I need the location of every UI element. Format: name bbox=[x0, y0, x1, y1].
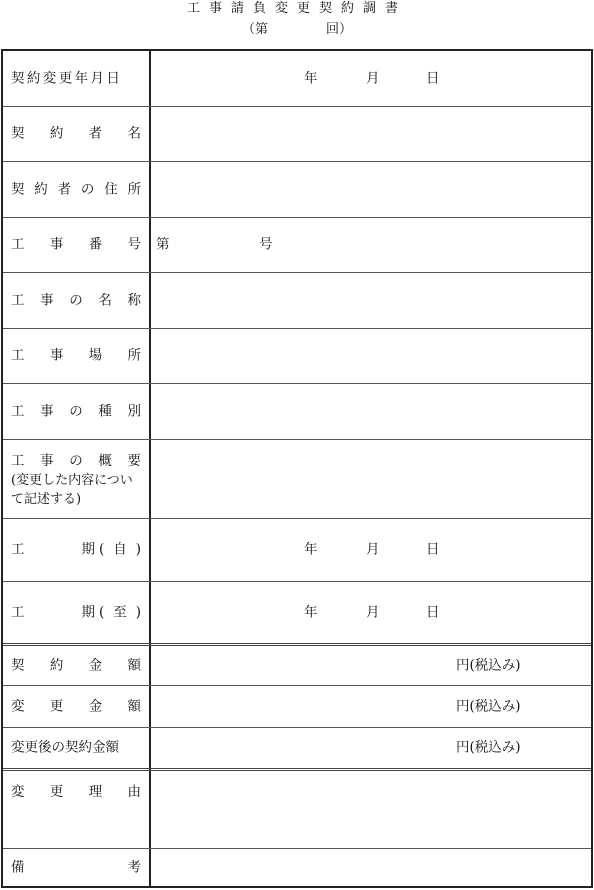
row-period-from bbox=[3, 519, 591, 582]
label-work-number: 工 事 番 号 bbox=[11, 236, 141, 253]
label-contract-amount: 契 約 金 額 bbox=[11, 657, 141, 673]
row-work-number bbox=[3, 218, 591, 273]
change-yen: 円(税込み) bbox=[456, 698, 521, 714]
from-month: 月 bbox=[366, 541, 380, 558]
label-change-amount: 変 更 金 額 bbox=[11, 698, 141, 714]
label-work-name: 工 事 の 名 称 bbox=[11, 292, 141, 308]
date-day: 日 bbox=[426, 70, 440, 86]
label-after-amount: 変更後の契約金額 bbox=[11, 739, 119, 756]
from-day: 日 bbox=[426, 541, 440, 558]
row-period-to bbox=[3, 582, 591, 646]
row-reason bbox=[3, 771, 591, 849]
document-title: 工事請負変更契約調書 bbox=[186, 1, 407, 16]
form-table bbox=[1, 49, 593, 888]
row-work-name bbox=[3, 273, 591, 329]
row-work-site bbox=[3, 329, 591, 384]
to-month: 月 bbox=[366, 604, 380, 620]
label-contractor-address: 契 約 者 の 住 所 bbox=[11, 181, 141, 197]
after-yen: 円(税込み) bbox=[456, 739, 521, 756]
label-remarks: 備 考 bbox=[11, 859, 141, 875]
date-month: 月 bbox=[366, 70, 380, 86]
row-change-date bbox=[3, 51, 591, 107]
document-subtitle bbox=[0, 22, 594, 38]
number-suffix: 号 bbox=[259, 236, 273, 253]
label-reason: 変 更 理 由 bbox=[11, 784, 141, 800]
contract-yen: 円(税込み) bbox=[456, 657, 521, 673]
row-change-amount bbox=[3, 686, 591, 728]
label-contractor: 契 約 者 名 bbox=[11, 125, 141, 142]
subtitle-open: （第 bbox=[241, 22, 268, 37]
label-work-type: 工 事 の 種 別 bbox=[11, 403, 141, 419]
row-remarks bbox=[3, 849, 591, 886]
date-year: 年 bbox=[304, 70, 318, 86]
to-day: 日 bbox=[426, 604, 440, 620]
label-period-from: 工 期 ( 自 ) bbox=[11, 541, 141, 558]
label-work-site: 工 事 場 所 bbox=[11, 347, 141, 364]
from-year: 年 bbox=[304, 541, 318, 558]
to-year: 年 bbox=[304, 604, 318, 620]
work-summary-note: (変更した内容について記述する) bbox=[11, 473, 133, 507]
row-work-summary bbox=[3, 440, 591, 519]
row-work-type bbox=[3, 384, 591, 440]
subtitle-close: 回） bbox=[326, 22, 353, 37]
label-change-date bbox=[11, 69, 141, 88]
row-contractor bbox=[3, 107, 591, 162]
label-period-to: 工 期 ( 至 ) bbox=[11, 604, 141, 620]
row-after-amount bbox=[3, 728, 591, 771]
row-contractor-address bbox=[3, 162, 591, 218]
number-prefix: 第 bbox=[156, 236, 170, 253]
label-text: 契約変更年月日 bbox=[11, 70, 123, 86]
row-contract-amount bbox=[3, 646, 591, 686]
label-work-summary: 工 事 の 概 要 (変更した内容について記述する) bbox=[11, 453, 141, 507]
